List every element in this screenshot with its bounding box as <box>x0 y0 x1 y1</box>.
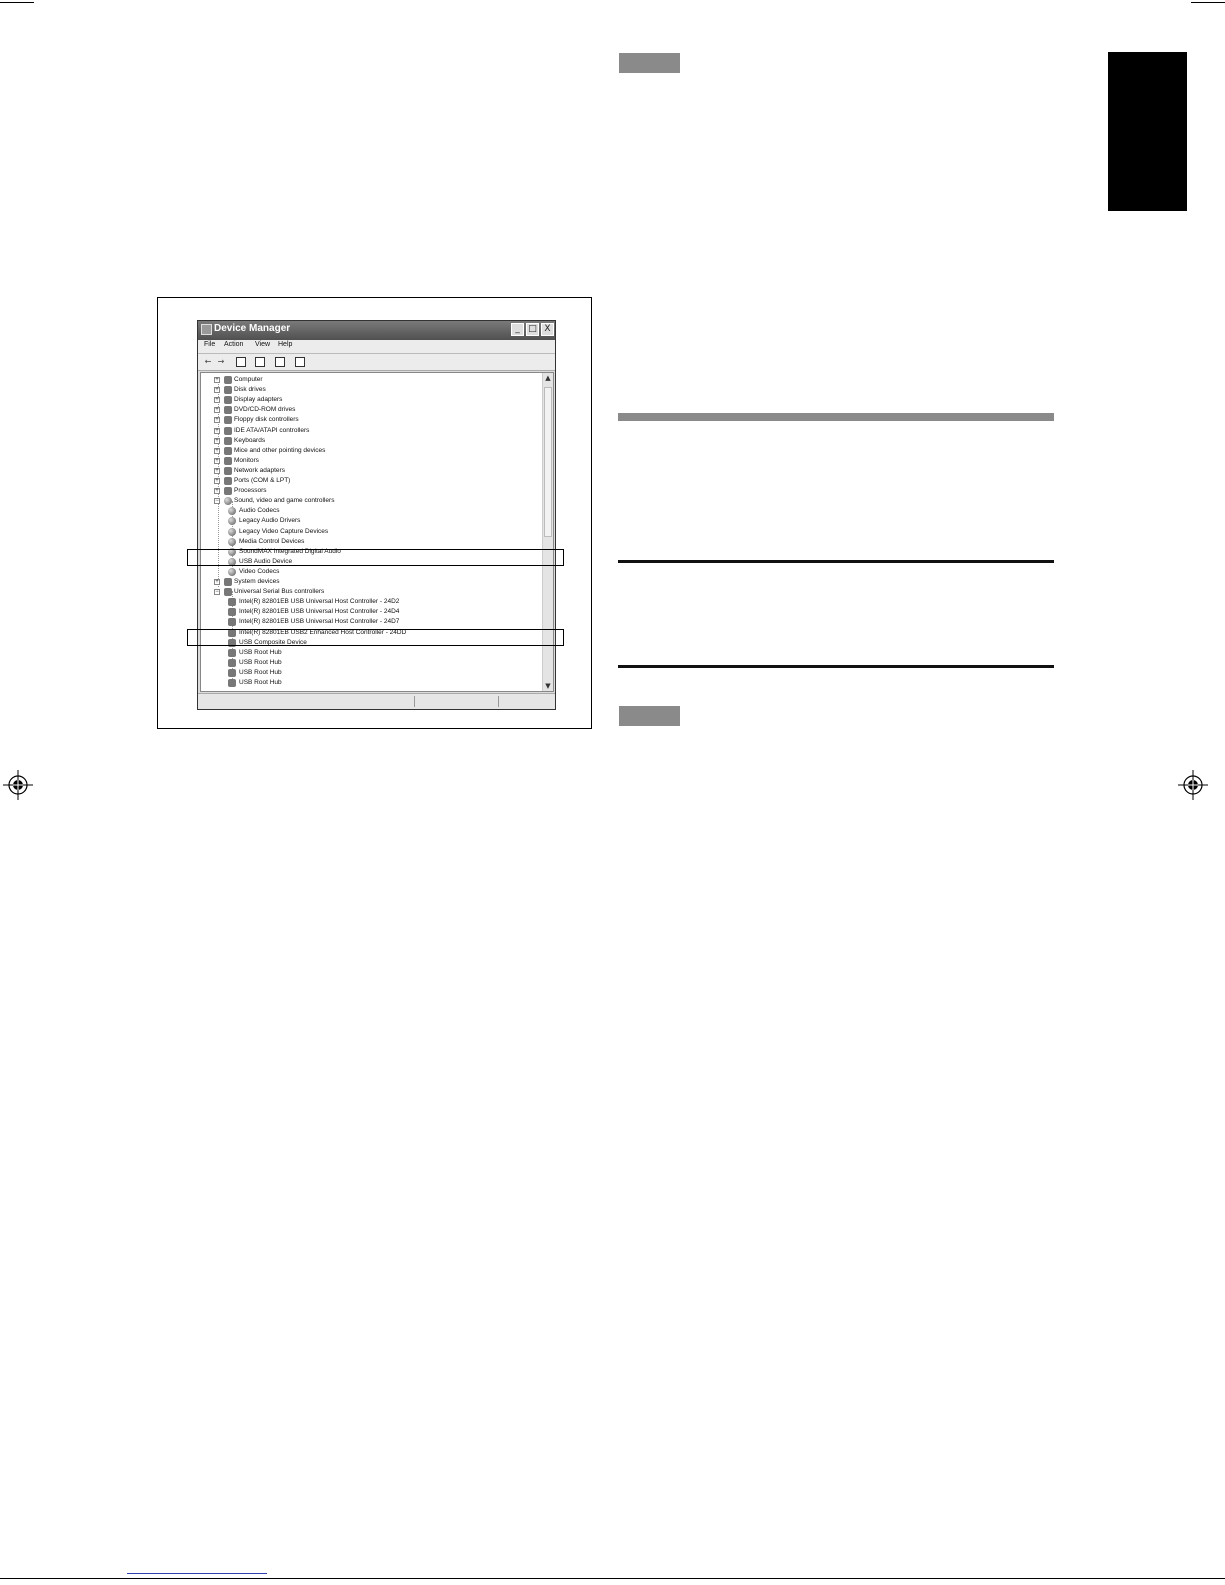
device-icon <box>228 528 236 536</box>
device-icon <box>228 568 236 576</box>
tree-item-label: Ports (COM & LPT) <box>234 477 291 484</box>
forward-arrow-icon[interactable]: → <box>217 357 225 366</box>
tree-item-label: Mice and other pointing devices <box>234 446 326 454</box>
tree-item-label: USB Root Hub <box>239 658 282 666</box>
scan-hardware-icon[interactable] <box>295 357 305 367</box>
tree-item-label: Processors <box>234 487 267 495</box>
menu-view[interactable]: View <box>255 341 271 348</box>
section-rule-2 <box>618 665 1054 668</box>
print-icon[interactable] <box>255 357 265 367</box>
tree-item-label: Audio Codecs <box>239 507 280 515</box>
scroll-thumb[interactable] <box>544 387 552 537</box>
crop-line-bottom <box>0 1578 1225 1579</box>
tree-item-label: USB Root Hub <box>239 648 282 656</box>
tree-item-label: SoundMAX Integrated Digital Audio <box>239 547 341 555</box>
device-icon <box>224 376 232 384</box>
device-icon <box>228 618 236 626</box>
device-icon <box>228 538 236 546</box>
bottom-underline <box>127 1573 267 1574</box>
expand-icon[interactable]: + <box>215 457 219 464</box>
tree-item-label: Universal Serial Bus controllers <box>234 588 325 596</box>
tree-item-label: IDE ATA/ATAPI controllers <box>234 426 310 434</box>
device-icon <box>224 487 232 495</box>
title-bar[interactable] <box>198 321 555 340</box>
window-title: Device Manager <box>214 323 291 334</box>
device-icon <box>224 427 232 435</box>
crop-mark-top-left <box>0 2 34 3</box>
device-icon <box>228 608 236 616</box>
menu-file[interactable]: File <box>204 341 216 348</box>
tree-item-label: Intel(R) 82801EB USB Universal Host Controller - 24D2 <box>239 598 400 606</box>
registration-mark-left-icon <box>3 770 33 800</box>
device-icon <box>224 447 232 455</box>
device-icon <box>228 659 236 667</box>
section-rule-1 <box>618 560 1054 563</box>
scroll-down-icon[interactable]: ▼ <box>545 682 551 690</box>
device-icon <box>228 649 236 657</box>
properties-icon[interactable] <box>236 357 246 367</box>
device-icon <box>224 386 232 394</box>
tree-item-label: Display adapters <box>234 396 283 404</box>
device-icon <box>224 406 232 414</box>
menu-bar <box>198 340 555 354</box>
device-manager-window <box>197 320 556 710</box>
collapse-icon[interactable]: − <box>215 498 219 505</box>
tree-item-label: Floppy disk controllers <box>234 416 299 424</box>
device-manager-icon <box>201 324 212 335</box>
device-icon <box>224 416 232 424</box>
crop-mark-top-right <box>1191 2 1225 3</box>
note-tab-top <box>619 53 680 73</box>
expand-icon[interactable]: + <box>215 417 219 424</box>
highlight-usb-composite-device <box>187 629 564 646</box>
expand-icon[interactable]: + <box>215 488 219 495</box>
device-icon <box>228 669 236 677</box>
status-divider <box>498 696 499 707</box>
device-icon <box>224 467 232 475</box>
device-icon <box>224 396 232 404</box>
device-icon <box>228 507 236 515</box>
expand-icon[interactable]: + <box>215 447 219 454</box>
expand-icon[interactable]: + <box>215 407 219 414</box>
device-icon <box>224 497 232 505</box>
expand-icon[interactable]: + <box>215 467 219 474</box>
toolbar <box>198 354 555 371</box>
menu-help[interactable]: Help <box>278 341 293 348</box>
tree-item-label: Video Codecs <box>239 567 280 575</box>
expand-icon[interactable]: + <box>215 427 219 434</box>
maximize-button[interactable]: □ <box>526 323 539 336</box>
tree-item-label: Intel(R) 82801EB USB2 Enhanced Host Controller - 24DD <box>239 628 407 636</box>
collapse-icon[interactable]: − <box>215 589 219 596</box>
tree-item-label: Keyboards <box>234 436 266 444</box>
device-icon <box>224 477 232 485</box>
device-icon <box>228 679 236 687</box>
device-icon <box>224 578 232 586</box>
tree-item-label: Intel(R) 82801EB USB Universal Host Controller - 24D7 <box>239 618 400 626</box>
tree-item-label: Sound, video and game controllers <box>234 497 335 505</box>
tree-item-label: Computer <box>234 376 263 383</box>
scroll-up-icon[interactable]: ▲ <box>545 374 551 382</box>
tree-item-label: DVD/CD-ROM drives <box>234 406 296 414</box>
status-bar <box>198 693 555 709</box>
menu-action[interactable]: Action <box>224 341 244 348</box>
device-icon <box>228 598 236 606</box>
tree-item-label: Monitors <box>234 456 259 464</box>
tree-item-label: Legacy Video Capture Devices <box>239 527 329 535</box>
device-icon <box>224 437 232 445</box>
status-divider <box>414 696 415 707</box>
expand-icon[interactable]: + <box>215 397 219 404</box>
tree-item-label: USB Root Hub <box>239 679 282 686</box>
section-rule-grey <box>618 413 1054 421</box>
expand-icon[interactable]: + <box>215 437 219 444</box>
registration-mark-right-icon <box>1178 770 1208 800</box>
tree-item-label: Media Control Devices <box>239 537 305 545</box>
expand-icon[interactable]: + <box>215 377 219 383</box>
device-icon <box>224 457 232 465</box>
note-tab-bottom <box>619 706 680 726</box>
highlight-usb-audio-device <box>187 549 564 566</box>
tree-item-label: System devices <box>234 578 280 585</box>
tree-item-label: Intel(R) 82801EB USB Universal Host Controller - 24D4 <box>239 608 400 616</box>
device-icon <box>224 588 232 596</box>
tree-item-label: USB Audio Device <box>239 557 293 565</box>
close-button[interactable]: X <box>541 323 554 336</box>
expand-icon[interactable]: + <box>215 478 219 484</box>
tree-item-label: Network adapters <box>234 466 285 474</box>
back-arrow-icon[interactable]: ← <box>204 357 212 366</box>
tree-item-label: Disk drives <box>234 386 266 394</box>
tree-item-label: USB Root Hub <box>239 668 282 676</box>
minimize-button[interactable]: _ <box>511 323 524 336</box>
expand-icon[interactable]: + <box>215 579 219 585</box>
device-icon <box>228 517 236 525</box>
language-side-tab <box>1108 52 1187 211</box>
tree-item-label: Legacy Audio Drivers <box>239 517 301 525</box>
expand-icon[interactable]: + <box>215 387 219 394</box>
help-icon[interactable] <box>275 357 285 367</box>
tree-item-label: USB Composite Device <box>239 638 307 646</box>
